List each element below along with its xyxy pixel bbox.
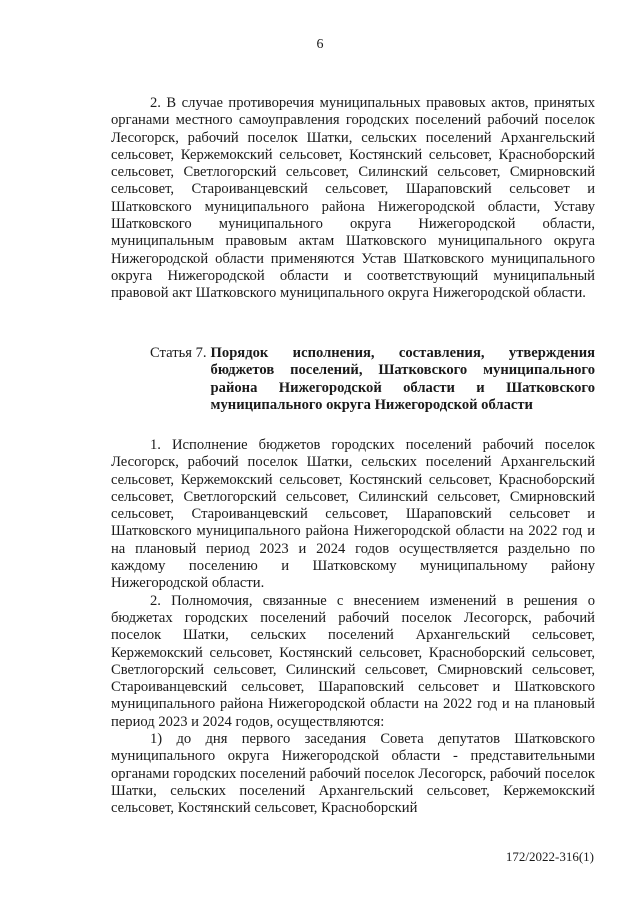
article-label: Статья 7.: [150, 345, 207, 361]
article-title: Порядок исполнения, составления, утверждения бюджетов поселений, Шатковского муниципального района Нижегородской области и Шатковского муниципального округа Нижегородской области: [210, 345, 595, 413]
article-7-heading: [150, 345, 595, 414]
document-code: 172/2022-316(1): [505, 849, 594, 864]
paragraph-1-budget-execution: 1. Исполнение бюджетов городских поселений рабочий поселок Лесогорск, рабочий поселок Шатки, сельских поселений Архангельский сельсовет, Кержемокский сельсовет, Костянский сельсовет, Красноборский сельсовет, Светлогорский сельсовет, Силинский сельсовет, Смирновский сельсовет, Староиванцевский сельсовет, Шараповский сельсовет и Шатковского муниципального района Нижегородской области на 2022 год и на плановый период 2023 и 2024 годов осуществляется раздельно по каждому поселению и Шатковскому муниципальному району Нижегородской области.: [111, 437, 595, 592]
paragraph-text: 2. В случае противоречия муниципальных правовых актов, принятых органами местного самоуправления городских поселений рабочий поселок Лесогорск, рабочий поселок Шатки, сельских поселений Архангельский сельсовет, Кержемокский сельсовет, Костянский сельсовет, Красноборский сельсовет, Светлогорский сельсовет, Силинский сельсовет, Смирновский сельсовет, Староиванцевский сельсовет, Шараповский сельсовет и Шатковского муниципального района Нижегородской области, Уставу Шатковского муниципального округа Нижегородской области, муниципальным правовым актам Шатковского муниципального округа Нижегородской области применяются Устав Шатковского муниципального округа Нижегородской области и соответствующий муниципальный правовой акт Шатковского муниципального округа Нижегородской области.: [111, 95, 595, 302]
paragraph-2-conflict-of-acts: [111, 95, 595, 303]
paragraph-2-powers: 2. Полномочия, связанные с внесением изменений в решения о бюджетах городских поселений рабочий поселок Лесогорск, рабочий поселок Шатки, сельских поселений Архангельский сельсовет, Кержемокский сельсовет, Костянский сельсовет, Красноборский сельсовет, Светлогорский сельсовет, Силинский сельсовет, Смирновский сельсовет, Староиванцевский сельсовет, Шараповский сельсовет и Шатковского муниципального района Нижегородской области на 2022 год и на плановый период 2023 и 2024 годов, осуществляются:: [111, 592, 595, 730]
article-7-body: [111, 437, 595, 818]
page-number: 6: [316, 37, 324, 52]
paragraph-2-item-1: 1) до дня первого заседания Совета депутатов Шатковского муниципального округа Нижегородской области - представительными органами городских поселений рабочий поселок Лесогорск, рабочий поселок Шатки, сельских поселений Архангельский сельсовет, Кержемокский сельсовет, Костянский сельсовет, Красноборский: [111, 731, 595, 817]
